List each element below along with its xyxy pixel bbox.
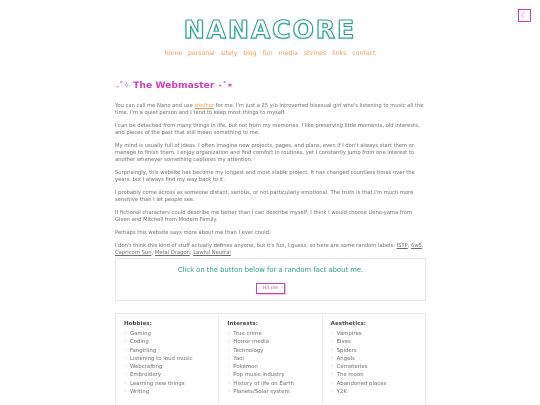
list-item: ◦ Cemeteries [331,363,419,371]
list-item: ◦ Abandoned places [331,380,419,388]
nav-home[interactable]: home [164,50,183,57]
nav-shrines[interactable]: shrines [303,50,327,57]
pronouns-link[interactable]: she/her [194,103,214,109]
labels-paragraph: I don't think this kind of stuff actually defines anyone, but it's fun, I guess, so here are some random labels: ISTP, 6w5, Capricorn Sun, Metal Dragon, Lawful Neutral [115,243,424,257]
label-link[interactable]: Capricorn Sun [115,250,152,257]
nav-personal[interactable]: personal [188,50,215,57]
list-item: ◦ Pokémon [227,363,315,371]
nav-contact[interactable]: contact [352,50,376,57]
aesthetics-column [322,314,425,405]
list-item: ◦ The moon [331,371,419,379]
ideas-paragraph: My mind is usually full of ideas. I often imagine new projects, pages, and plans, even if I don't always start them or manage to finish them. I enjoy organization and find comfort in routines, yet I constantly jump from one interest to another whenever something captures my attention. [115,143,415,164]
hobbies-title: Hobbies: [124,321,152,327]
hobbies-column [116,314,218,405]
nav-media[interactable]: media [278,50,298,57]
webmaster-heading [115,80,426,91]
list-item: ◦ Coding [124,338,212,346]
list-item: ◦ Gaming [124,330,212,338]
label-link[interactable]: Metal Dragon [154,250,190,257]
random-fact-button[interactable]: Hit me [256,283,285,294]
moon-icon: ☾ [520,10,529,20]
webmaster-section [115,76,426,263]
list-item: ◦ Webcrafting [124,363,212,371]
list-item: ◦ History of life on Earth [227,380,315,388]
list-item: ◦ Vampires [331,330,419,338]
list-item: ◦ Yaoi [227,355,315,363]
lists-panel [115,313,426,405]
list-item: ◦ Pop music industry [227,371,315,379]
label-link[interactable]: 6w5 [411,243,422,249]
random-fact-box [115,258,426,301]
sparkle-right-icon: ⋆˚✶ [217,81,234,90]
nav-links[interactable]: links [332,50,347,57]
website-paragraph: Surprisingly, this website has become my longest and most stable project. It has changed countless times over the years, but I always find my way back to it. [115,170,415,184]
personality-paragraph: I probably come across as someone distant, serious, or not particularly emotional. The truth is that I'm much more sensitive than I let people see. [115,190,414,204]
list-item: ◦ Planets/Solar system [227,388,315,396]
list-item: ◦ Spiders [331,347,419,355]
list-item: ◦ Elves [331,338,419,346]
interests-title: Interests: [227,321,258,327]
random-fact-prompt: Click on the button below for a random fact about me. [177,266,364,274]
site-logo[interactable]: NANACORE [183,15,357,44]
nav-sitely[interactable]: sitely [220,50,238,57]
list-item: ◦ Fangirling [124,347,212,355]
webmaster-heading-text: The Webmaster [133,80,215,91]
nav-blog[interactable]: blog [243,50,257,57]
list-item: ◦ Y2K [331,388,419,396]
interests-column [218,314,321,405]
perhaps-paragraph: Perhaps this website says more about me than I ever could. [115,230,271,237]
aesthetics-title: Aesthetics: [330,321,367,327]
list-item: ◦ Angels [331,355,419,363]
main-nav [0,50,540,57]
labels-intro-text: I don't think this kind of stuff actually defines anyone, but it's fun, I guess, so here are some random labels: [115,243,397,249]
label-link[interactable]: Lawful Neutral [193,250,231,257]
intro-text-start: You can call me Nano and use [115,103,195,109]
list-item: ◦ True crime [227,330,315,338]
list-item: ◦ Writing [124,388,212,396]
list-item: ◦ Horror media [227,338,315,346]
list-item: ◦ Learning new things [124,380,212,388]
intro-text-end: for me. I'm just a 25 y/o introverted bisexual girl who's listening to music all the time. I'm a quiet person and I tend to keep most things to myself. [115,103,424,117]
sparkle-left-icon: ₊˚✧ [115,81,130,90]
label-link[interactable]: ISTP [396,243,408,249]
memories-paragraph: I can be detached from many things in life, but not from my memories. I like preserving little moments, old interests, and pieces of the past that still mean something to me. [115,123,420,137]
list-item: ◦ Embroidery [124,371,212,379]
nav-fun[interactable]: fun [262,50,273,57]
list-item: ◦ Listening to loud music [124,355,212,363]
list-item: ◦ Technology [227,347,315,355]
intro-paragraph [115,103,426,117]
characters-paragraph: If fictional characters could describe me better than I can describe myself, I think I would choose Ueno-yama from Given and Mitchell from Modern Family. [115,210,413,224]
